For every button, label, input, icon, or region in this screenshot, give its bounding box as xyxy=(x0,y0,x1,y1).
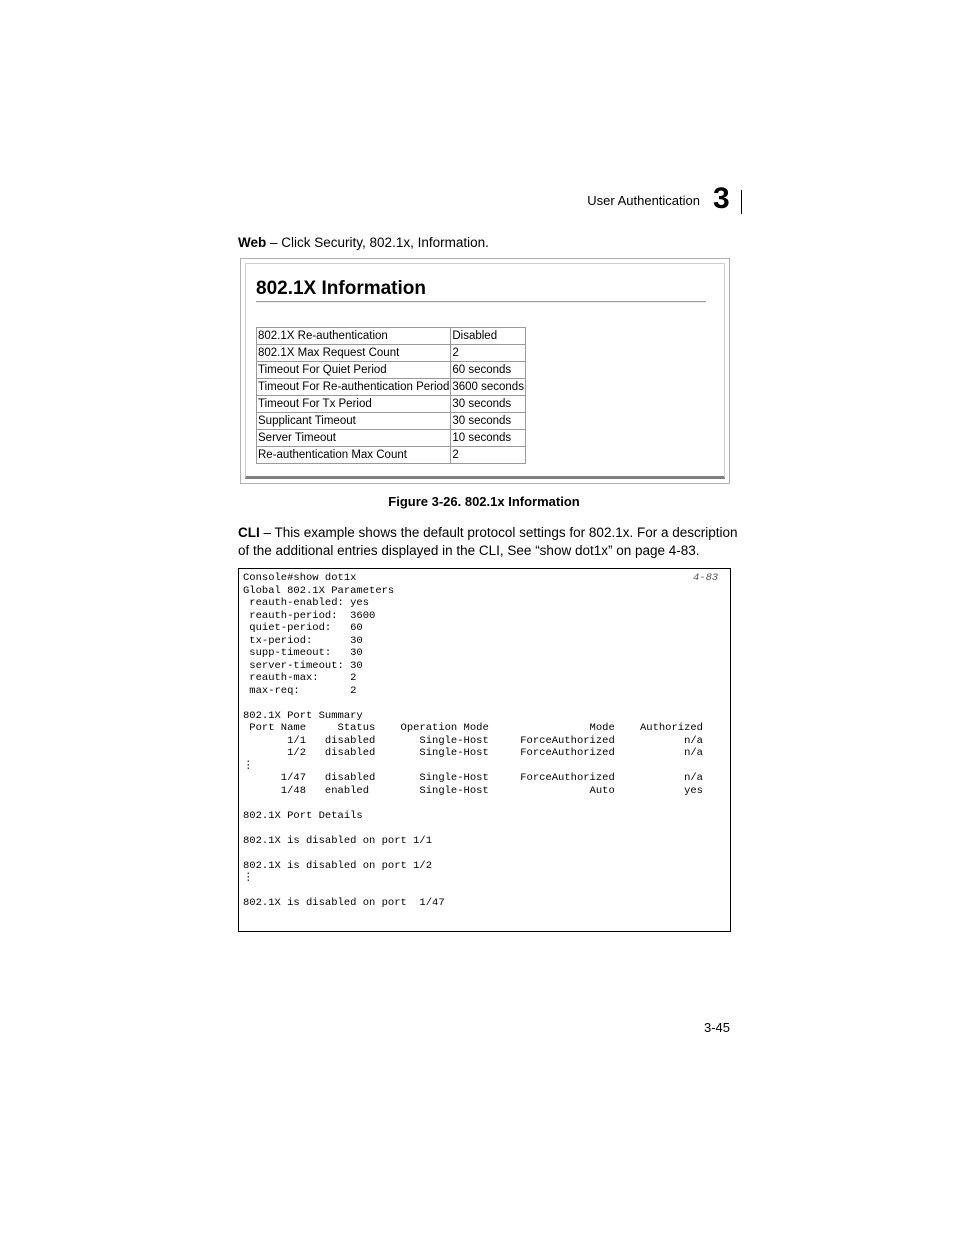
cli-output-line: 802.1X is disabled on port 1/1 xyxy=(243,834,433,847)
cli-example-box xyxy=(238,568,731,932)
cli-output-line: server-timeout: 30 xyxy=(243,659,363,672)
cli-output-line: Port Name Status Operation Mode Mode Authorized xyxy=(243,722,703,734)
web-screenshot-frame xyxy=(245,263,725,479)
cli-label: CLI xyxy=(238,525,260,540)
info-row-label: Server Timeout xyxy=(257,430,451,447)
info-row xyxy=(257,447,526,464)
chapter-number: 3 xyxy=(713,182,730,215)
info-row-value: 3600 seconds xyxy=(451,379,526,396)
cli-output-line: ⋮ xyxy=(243,759,254,772)
info-row-label: Re-authentication Max Count xyxy=(257,447,451,464)
info-row xyxy=(257,430,526,447)
info-row-value: 30 seconds xyxy=(451,413,526,430)
cli-instruction-line1: – This example shows the default protocol settings for 802.1x. For a description xyxy=(259,525,738,540)
info-row xyxy=(257,413,526,430)
info-row-label: Timeout For Quiet Period xyxy=(257,362,451,379)
cli-output-line: tx-period: 30 xyxy=(243,634,363,647)
cli-instruction xyxy=(238,524,738,560)
info-row xyxy=(257,362,526,379)
cli-output-line: 802.1X Port Summary xyxy=(243,709,363,722)
web-title-rule xyxy=(256,301,706,303)
info-row xyxy=(257,345,526,362)
web-screenshot xyxy=(240,258,730,484)
info-row xyxy=(257,328,526,345)
info-row-label: Supplicant Timeout xyxy=(257,413,451,430)
info-row-label: 802.1X Max Request Count xyxy=(257,345,451,362)
cli-output-line: 802.1X is disabled on port 1/47 xyxy=(243,897,445,909)
cli-output-line: ⋮ xyxy=(243,872,254,884)
figure-caption: Figure 3-26. 802.1x Information xyxy=(388,494,580,509)
cli-output-line: reauth-period: 3600 xyxy=(243,609,376,622)
cli-page-reference: 4-83 xyxy=(693,572,719,584)
cli-output-line: 1/48 enabled Single-Host Auto yes xyxy=(243,784,703,797)
cli-output-line: 1/1 disabled Single-Host ForceAuthorized n/a xyxy=(243,734,703,747)
cli-command: Console#show dot1x xyxy=(243,572,357,584)
page-number: 3-45 xyxy=(703,1020,730,1035)
web-page-title: 802.1X Information xyxy=(256,278,426,299)
info-row-value: 30 seconds xyxy=(451,396,526,413)
info-row xyxy=(257,379,526,396)
cli-output-line: Global 802.1X Parameters xyxy=(243,584,395,597)
cli-output-line: supp-timeout: 30 xyxy=(243,647,363,659)
web-instruction xyxy=(238,234,489,252)
cli-output-line: reauth-max: 2 xyxy=(243,672,357,684)
running-header: User Authentication xyxy=(587,193,700,208)
cli-output-line: quiet-period: 60 xyxy=(243,622,363,634)
info-row-value: 2 xyxy=(451,345,526,362)
cli-output-line: reauth-enabled: yes xyxy=(243,597,370,609)
info-row-value: 60 seconds xyxy=(451,362,526,379)
cli-output-line: 1/2 disabled Single-Host ForceAuthorized n/a xyxy=(243,747,703,759)
cli-output-line: 802.1X Port Details xyxy=(243,809,363,822)
info-row-value: 2 xyxy=(451,447,526,464)
info-row-label: 802.1X Re-authentication xyxy=(257,328,451,345)
dot1x-info-table xyxy=(256,327,526,464)
cli-output-line: 1/47 disabled Single-Host ForceAuthorized n/a xyxy=(243,772,703,784)
info-row-value: 10 seconds xyxy=(451,430,526,447)
info-row-label: Timeout For Re-authentication Period xyxy=(257,379,451,396)
info-row-value: Disabled xyxy=(451,328,526,345)
header-divider xyxy=(741,190,742,214)
web-label: Web xyxy=(238,235,267,250)
info-row xyxy=(257,396,526,413)
cli-output-line: max-req: 2 xyxy=(243,684,357,697)
info-row-label: Timeout For Tx Period xyxy=(257,396,451,413)
cli-output-line: 802.1X is disabled on port 1/2 xyxy=(243,859,433,872)
web-instruction-text: – Click Security, 802.1x, Information. xyxy=(266,235,489,250)
cli-instruction-line2: of the additional entries displayed in the CLI, See “show dot1x” on page 4-83. xyxy=(238,543,700,558)
